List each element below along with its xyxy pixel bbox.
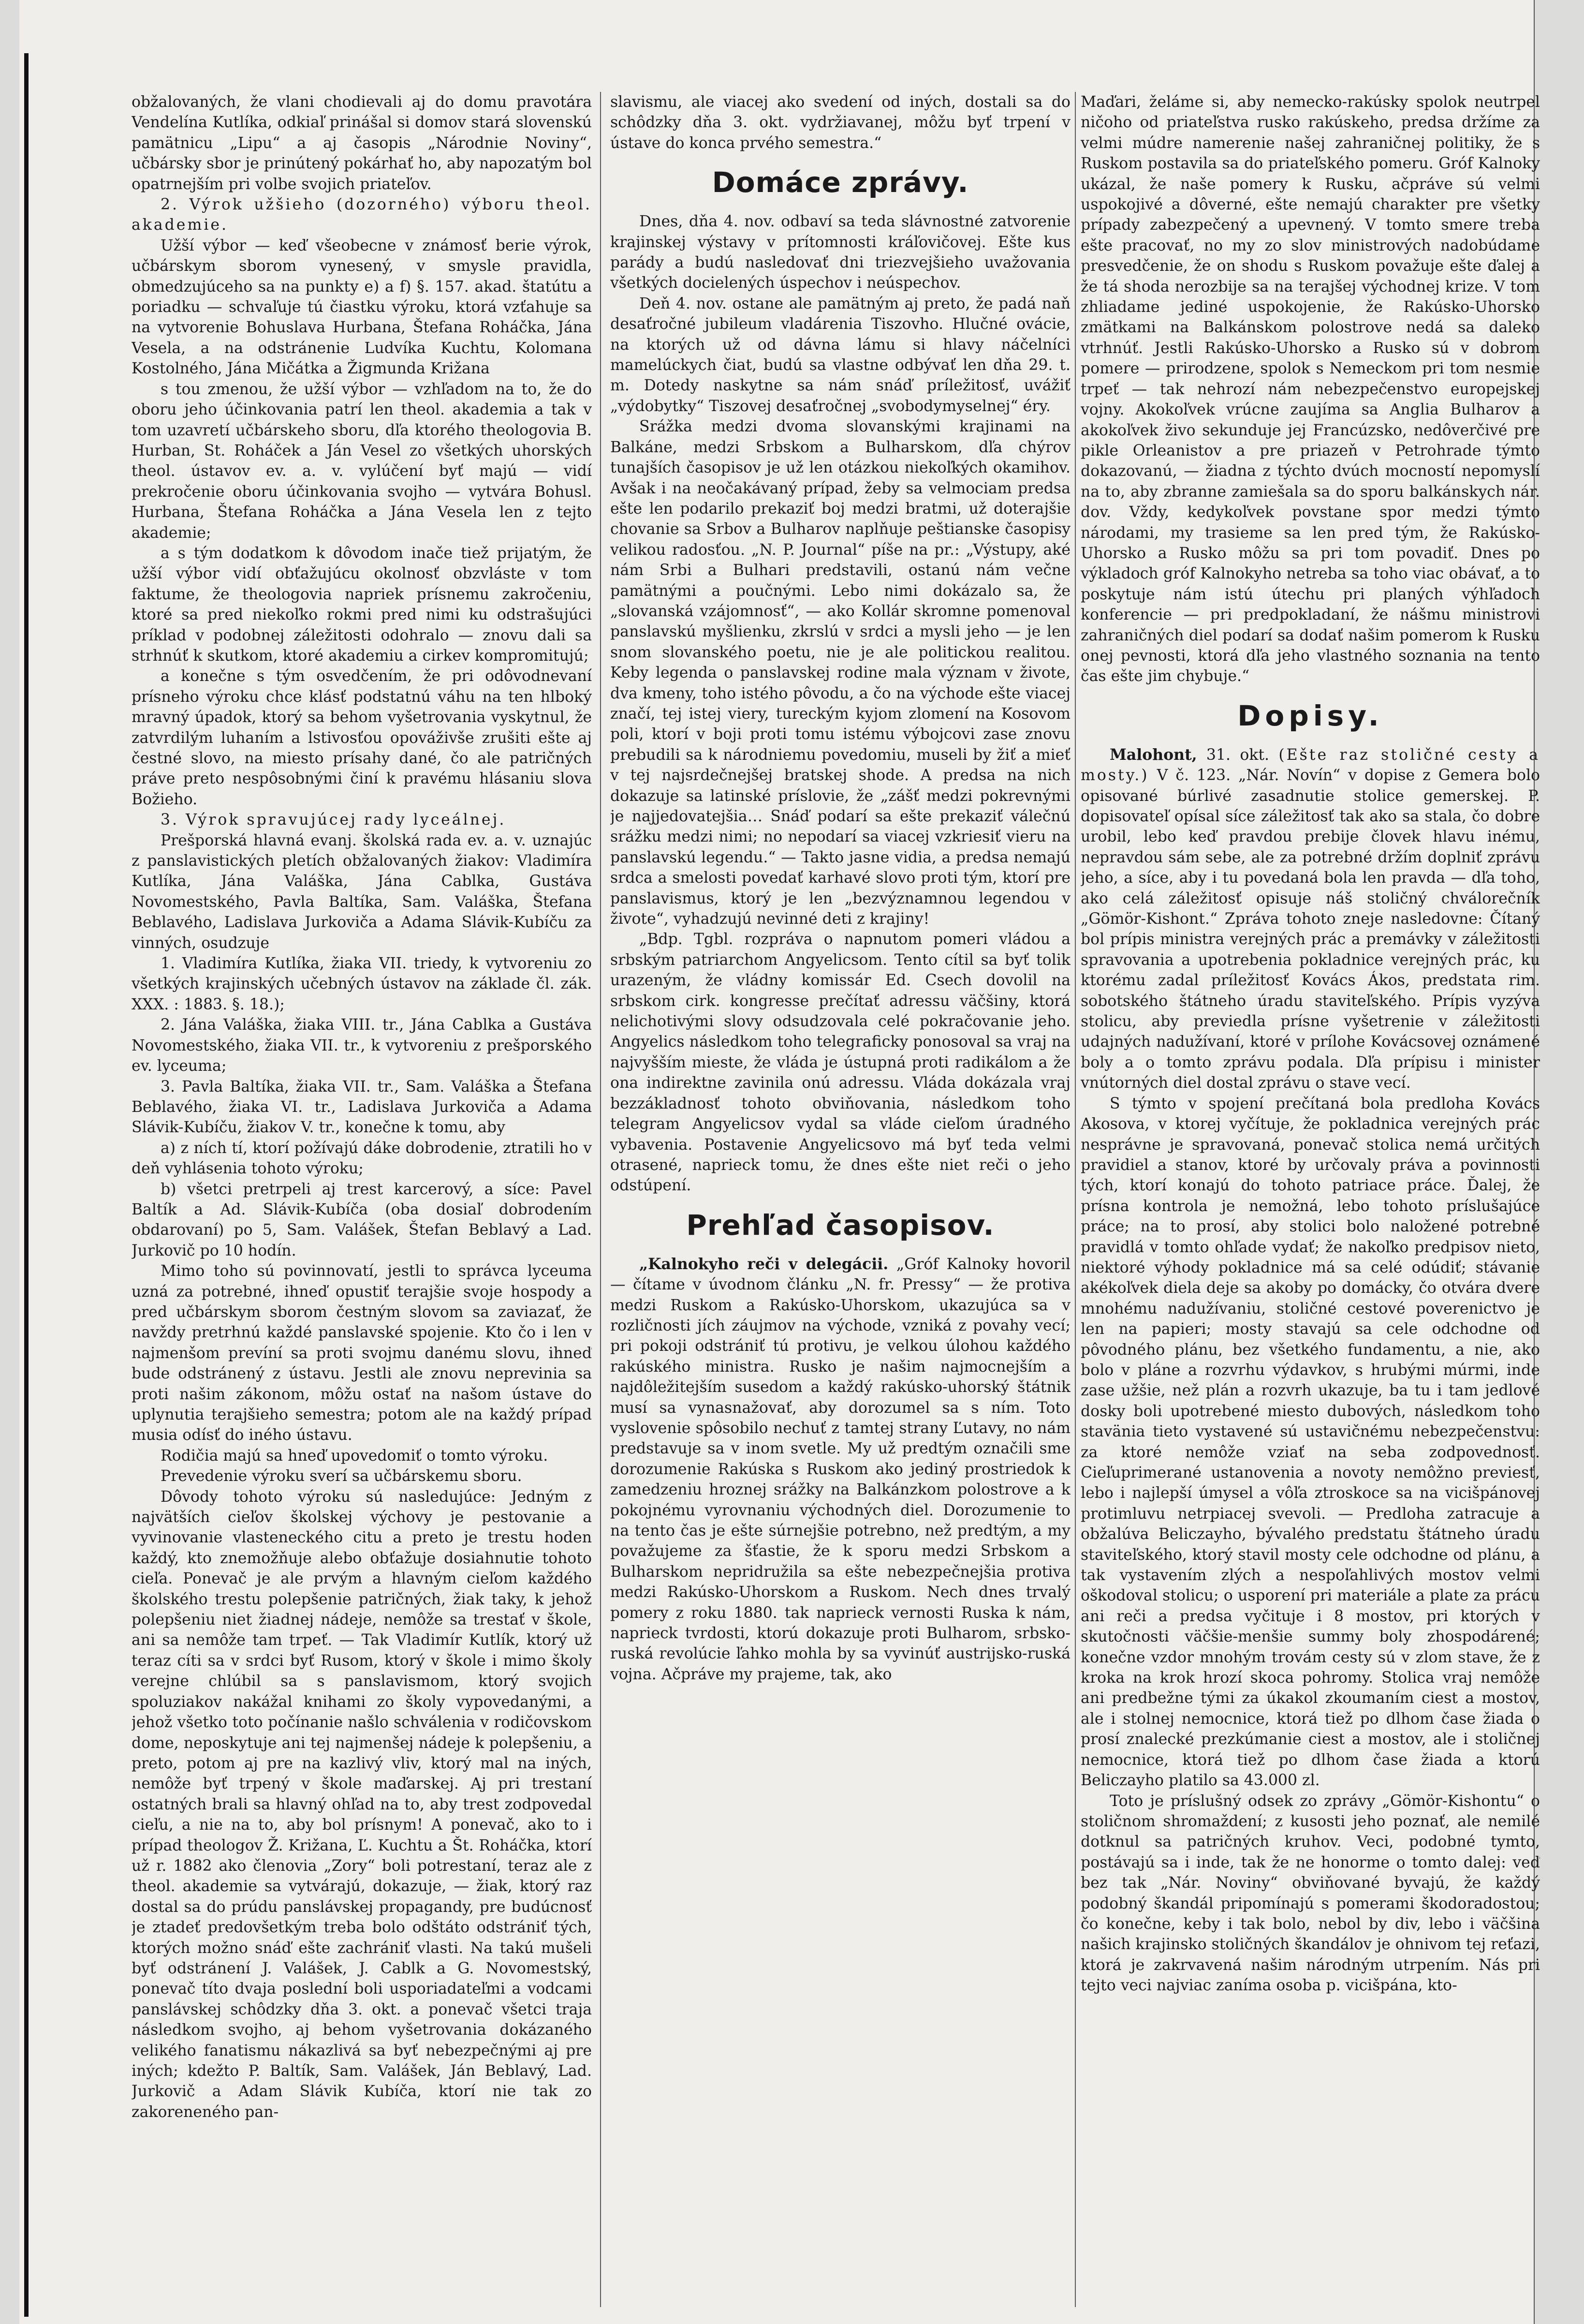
paragraph: Dôvody tohoto výroku sú nasledujúce: Jedným z najvätších cieľov školskej výchovy je pestovanie a vyvinovanie vlasteneckého citu a preto je trestu hoden každý, kto znemožňuje alebo obťažuje dosiahnutie tohoto cieľa. Ponevač je ale prvým a hlavným cieľom každého školského trestu polepšenie patričných, žiak taky, k jehož polepšeniu niet žiadnej nádeje, nemôže sa trestať v škole, ani sa nemôže tam trpeť. — Tak Vladimír Kutlík, ktorý už teraz cíti sa v srdci byť Rusom, ktorý v škole i mimo školy verejne chlúbil sa s panslavismom, ktorý svojich spoluziakov nakážal knihami zo školy vypovedanými, a jehož všetko toto počínanie našlo schválenia v rodičovskom dome, neposkytuje ani tej najmenšej nádeje k polepšeniu, a preto, potom aj pre na kazlivý vliv, ktorý mal na iných, nemôže byť trpený v škole maďarskej. Aj pri trestaní ostatných brali sa hlavný ohľad na to, aby trest zodpovedal cieľu, a nie na to, aby bol prísnym! A ponevač, ako to i prípad theologov Ž. Križana, Ľ. Kuchtu a Št. Roháčka, ktorí už r. 1882 ako členovia „Zory“ boli potrestaní, teraz ale z theol. akademie sa vytvárajú, dokazuje, — žiak, ktorý raz dostal sa do prúdu panslávskej propagandy, pre budúcnosť je ztadeť predovšetkým treba bolo odštáto odstrániť tých, ktorých možno snáď ešte zachrániť vlasti. Na takú mušeli byť odstránení J. Valášek, J. Cablk a G. Novomestský, ponevač títo dvaja poslední boli usporiadateľmi a vodcami panslávskej schôdzky dňa 3. okt. a ponevač všetci traja následkom svojho, aj behom vyšetrovania dokázaného velikého fanatismu nákazlivá sa byť nebezpečnými aj pre iných; kdežto P. Baltík, Sam. Valášek, Ján Beblavý, Lad. Jurkovič a Adam Slávik Kubíča, ktorí nie tak zo zakoreneného pan- [132, 1488, 592, 2121]
paragraph: Toto je príslušný odsek zo zprávy „Gömör-Kishontu“ o stoličnom shromaždení; z kusosti jeho poznať, ale nemilé dotknul sa patričných kruhov. Veci, podobné tymto, postávajú sa i inde, tak že ne honorme o tomto dalej: veď bez tak „Nár. Noviny“ obviňované byvajú, že každý podobný škandál pripomínajú s pomerami škodoradostou; čo konečne, keby i tak bolo, nebol by div, lebo i väčšina našich krajinsko stoličných škandálov je ohnivom tej reťazi, ktorá je zakrvavená našim národným utrpením. Nás pri tejto veci najviac zaníma osoba p. vicišpána, kto- [1081, 1792, 1540, 1995]
paragraph: S týmto v spojení prečítaná bola predloha Kovács Akosova, v ktorej vyčítuje, že pokladnica verejných prác nesprávne je spravovaná, ponevač stolica nemá určitých pravidiel a stanov, ktoré by určovaly práva a povinnosti tých, ktorí konajú do tohoto patriace práce. Ďalej, že prísna kontrola je nemožná, lebo tohoto príslušajúce práce; na to prosí, aby stolici bolo naložené potrebné pravidlá v tomto ohľade vydať; že nakoľko predpisov nieto, niektoré výhody pokladnice má sa celé odúdiť; stávanie akékoľvek diela deje sa akoby po domácky, čo otvára dvere mnohému nadužívaniu, stoličné cestové poverenictvo je len na papieri; mosty stavajú sa cele odchodne od pôvodného plánu, bez všetkého fundamentu, a nie, ako bolo v pláne a rozvrhu výdavkov, s hrubými múrmi, inde zase užšie, než plán a rozvrh ukazuje, ba tu i tam jedlové dosky boli upotrebené miesto dubových, následkom toho stavänia tieto vystavené sú ustavičnému nebezpečenstvu: za ktoré nemôže vziať na seba zodpovednosť. Cieľuprimerané ustanovenia a novoty nemôžno previesť, lebo i najlepší úmysel a vôľa ztroskoce sa na vicišpánovej protimluvu netrpiacej svevoli. — Predloha zatracuje a obžalúva Beliczayho, bývalého predstatu štátneho úradu staviteľského, ktorý stavil mosty cele odchodne od plánu, a tak vystavením zlých a nespoľahlivých mostov velmi oškodoval stolicu; o usporení pri materiále a plate za prácu ani reči a predsa vyčituje i 8 mostov, pri ktorých v skutočnosti väčšie-menšie summy boly zhospodárené; konečne vzdor mnohým trovám cesty sú v zlom stave, že z kroka na krok hrozí skoca pohromy. Stolica vraj nemôže ani predbežne tými za úkakol zkoumaním ciest a mostov, ale i stolnej nemocnice, ktorá tiež po dlhom čase žiada o prosí znalecké prezkúmanie ciest a mostov, ale i stoličnej nemocnice, ktorá tiež po dlhom čase žiada a ktorú Beliczayho platilo sa 43.000 zl. [1081, 1095, 1540, 1790]
paragraph [1081, 745, 1540, 1094]
paragraph: Užší výbor — keď všeobecne v známosť berie výrok, učbárskym sborom vynesený, v smysle pravidla, obmedzujúceho sa na punkty e) a f) §. 157. akad. štatútu a poriadku — schvaľuje tú čiastku výroku, ktorá vzťahuje sa na vytvorenie Bohuslava Hurbana, Štefana Roháčka, Jána Vesela, a na odstránenie Ludvíka Kuchtu, Kolomana Kostolného, Jána Mičátka a Žigmunda Križana [132, 237, 592, 378]
paragraph: a s tým dodatkom k dôvodom inače tiež prijatým, že užší výbor vidí obťažujúcu okolnosť obzvláste v tom faktume, že theologovia napriek prísnemu zakročeniu, ktoré sa pred niekoľko rokmi pred nimi ku odstrašujúci príklad v podobnej záležitosti odohralo — znovu dali sa strhnúť k skutkom, ktoré akademiu a cirkev kompromitujú; [132, 544, 592, 665]
dateline-place: Malohont, [1110, 745, 1197, 764]
paragraph: Mimo toho sú povinnovatí, jestli to správca lyceuma uzná za potrebné, ihneď opustiť terajšie svoje hospody a pred učbárskym sborom čestným slovom sa zaviazať, že navždy pretrhnú každé panslavské spojenie. Kto čo i len v najmenšom prevíní sa proti svojmu danému slovu, ihneď bude odstránený z ústavu. Jestli ale znovu neprevinia sa proti našim zákonom, môžu ostať na našom ústave do uplynutia terajšieho semestra; potom ale na každý prípad musia odísť do iného ústavu. [132, 1262, 592, 1444]
letter-heading: (Ešte raz stoličné cesty a mosty.) [1081, 746, 1540, 785]
section-title-domace-zpravy: Domáce zprávy. [712, 166, 969, 199]
newspaper-page [19, 0, 1559, 2324]
paragraph: Rodičia majú sa hneď upovedomiť o tomto výroku. [161, 1447, 548, 1465]
paragraph-text: V č. 123. „Nár. Novín“ v dopise z Gemera bolo opisované búrlivé zasadnutie stolice gemerskej. P. dopisovateľ opísal síce záležitosť tak ako sa stala, čo dobre urobil, lebo keď pravdou prebije človek hlavu inému, nepravdou sám sebe, ale za potrebné držím doplniť zprávu jeho, a síce, aby i tu povedaná bola len pravda — dľa toho, ako celá záležitosť opisuje náš stoličný chválorečník „Gömör-Kishont.“ Zpráva tohoto zneje nasledovne: Čítaný bol prípis ministra verejných prác a premávky v záležitosti spravovania a upotrebenia pokladnice verejných prác, ku ktorému zadal príležitosť Kovács Ákos, predstata rim. sobotského štátneho úradu staviteľského. Prípis vyzýva stolicu, aby previedla prísne vyšetrenie v záležitosti udajných nadužívaní, ktoré v prílohe Kovácsovej oznámené boly a o tomto zprávu podala. Dľa prípisu i minister vnútorných diel dostal zprávu o stave vecí. [1081, 767, 1540, 1092]
left-margin-rule [24, 53, 29, 2317]
column-middle [610, 92, 1071, 2312]
paragraph: Deň 4. nov. ostane ale pamätným aj preto, že padá naň desaťročné jubileum vladárenia Tiszovho. Hlučné ovácie, na ktorých už od dávna lámu si hlavy náčelníci mamelúckych čiat, budú sa vlastne odbývať len dňa 29. t. m. Dotedy naskytne sa nám snáď príležitosť, uvážiť „výdobytky“ Tiszovej desaťročnej „svobodymyselnej“ éry. [610, 295, 1071, 415]
section-title-prehlad-casopisov: Prehľad časopisov. [686, 1208, 995, 1242]
paragraph: b) všetci pretrpeli aj trest karcerový, a síce: Pavel Baltík a Ad. Slávik-Kubíča (oba dosiaľ dobrodením obdarovaní) po 5, Sam. Valášek, Štefan Beblavý a Lad. Jurkovič po 10 hodín. [132, 1180, 592, 1259]
paragraph [610, 1254, 1071, 1685]
paragraph: „Bdp. Tgbl. rozpráva o napnutom pomeri vládou a srbským patriarchom Angyelicsom. Tento cítil sa byť tolik urazeným, že vládny komissár Ed. Csech dovolil na srbskom cirk. kongresse prečítať adressu väčšiny, ktorá nelichotivými slovy odsudzovala celé pokračovanie jeho. Angyelics následkom toho telegraficky ponosoval sa vraj na najvyšším mieste, že vláda je ústupná proti radikálom a že ona indirektne zavinila onú adressu. Vláda dokázala vraj bezzákladnosť tohoto obviňovania, následkom toho telegram Angyelicsov vydal sa vláde cieľom úradného vybavenia. Postavenie Angyelicsovo má byť teda velmi otrasené, naprieck tomu, že dnes ešte niet reči o jeho odstúpení. [610, 931, 1071, 1195]
paragraph: Prešporská hlavná evanj. školská rada ev. a. v. uznajúc z panslavistických pletích obžalovaných žiakov: Vladimíra Kutlíka, Jána Valáška, Jána Cablka, Gustáva Novomestského, Pavla Baltíka, Sam. Valáška, Štefana Beblavého, Ladislava Jurkoviča a Adama Slávik-Kubíču za vinných, osudzuje [132, 831, 592, 952]
paragraph-text: „Gróf Kalnoky hovoril — čítame v úvodnom článku „N. fr. Pressy“ — že protiva medzi Ruskom a Rakúsko-Uhorskom, ukazujúca sa v rozličnosti jích záujmov na východe, vzniká z povahy vecí; pri pokoji odstrániť tú protivu, je velkou úlohou každého rakúského ministra. Rusko je našim najmocnejším a najdôležitejším susedom a každý rakúsko-uhorský štátnik musí sa vynasnažovať, aby dorozumel sa s ním. Toto vyslovenie spôsobilo nechuť z tamtej strany Ľutavy, no nám predstavuje sa v inom svetle. My už predtým označili sme dorozumenie Rakúska s Ruskom ako jediný prostriedok k zamedzeniu hroznej srážky na Balkánzkom polostrove a k pokojnému vyrovnaniu východných diel. Dorozumenie to na tento čas je ešte súrnejšie potrebno, než predtým, a my považujeme za šťastie, že k sporu medzi Srbskom a Bulharskom nepridružila sa ešte nebezpečnejšia protiva medzi Rakúsko-Uhorskom a Ruskom. Nech dnes trvalý pomery z roku 1880. tak naprieck vernosti Ruska k nám, naprieck tvrdosti, ktorú dokazuje proti Bulharom, srbsko-ruská revolúcie ľahko mohla by sa vyvinúť austrijsko-ruská vojna. Ačpráve my prajeme, tak, ako [610, 1255, 1071, 1683]
column-left [132, 92, 592, 2312]
section-heading: 3. Výrok spravujúcej rady lyceálnej. [161, 811, 506, 829]
paragraph: Maďari, želáme si, aby nemecko-rakúsky spolok neutrpel ničoho od priateľstva rusko rakúskeho, predsa držíme za velmi múdre namerenie našej zahraničnej politiky, že s Ruskom postavila sa do priateľského pomeru. Gróf Kalnoky ukázal, že naše pomery k Rusku, ačpráve sú velmi uspokojivé a dôverné, ešte nemajú charakter pre všetky prípady zabezpečený a upevnený. V tomto smere treba ešte pracovať, no my zo slov ministrových nadobúdame presvedčenie, že on shodu s Ruskom považuje ešte ďalej a že tá shoda nerozbije sa na terajšej východnej krize. V tom zhliadame jediné uspokojenie, že Rakúsko-Uhorsko zmätkami na Balkánskom polostrove nedá sa daleko vtrhnúť. Jestli Rakúsko-Uhorsko a Rusko sú v dobrom pomere — prirodzene, spolok s Nemeckom pri tom nesmie trpeť — tak nehrozí nám nebezpečenstvo europejskej vojny. Akokoľvek vrúcne zaujíma sa Anglia Bulharov a akokoľvek živo sekunduje jej Francúzsko, nedôverčivé pre pikle Orleanistov a pre priazeň v Petrohrade týmto dokazovanú, — žiadna z týchto dvúch mocností nepomyslí na to, aby zbranne zamiešala sa do sporu balkánskych nár. dov. Vždy, kedykoľvek povstane spor medzi týmto národami, my trasieme sa len pred tým, že Rakúsko-Uhorsko a Rusko môžu sa pri tom povadiť. Dnes po výkladoch gróf Kalnokyho netreba sa toho viac obávať, a to poskytuje nám istú útechu pri planých výhľadoch konferencie — pri predpokladaní, že nášmu ministrovi zahraničných diel podarí sa dodať našim pomerom k Rusku onej pevnosti, ktorá dľa jeho vlastného soznania na tento čas ešte jim chybuje.“ [1081, 93, 1540, 685]
paragraph: 2. Jána Valáška, žiaka VIII. tr., Jána Cablka a Gustáva Novomestského, žiaka VII. tr., k vytvoreniu z prešporského ev. lyceuma; [132, 1016, 592, 1075]
paragraph: 1. Vladimíra Kutlíka, žiaka VII. triedy, k vytvoreniu zo všetkých krajinských učebných ústavov na základe čl. zák. XXX. : 1883. §. 18.); [132, 955, 592, 1013]
paragraph: s tou zmenou, že užší výbor — vzhľadom na to, že do oboru jeho účinkovania patrí len theol. akademia a tak v tom uzavretí učbárskeho sboru, dľa ktorého theologovia B. Hurban, St. Roháček a Ján Vesel zo všetkých uhorských theol. ústavov ev. a. v. vylúčení byť majú — vidí prekročenie oboru účinkovania svojho — vytvára Bohusl. Hurbana, Štefana Roháčka a Jána Vesela len z tejto akademie; [132, 380, 592, 542]
paragraph: 3. Pavla Baltíka, žiaka VII. tr., Sam. Valáška a Štefana Beblavého, žiaka VI. tr., Ladislava Jurkoviča a Adama Slávik-Kubíču, žiakov V. tr., konečne k tomu, aby [132, 1078, 592, 1137]
dateline-date: 31. okt. [1206, 746, 1270, 764]
paragraph: Dnes, dňa 4. nov. odbaví sa teda slávnostné zatvorenie krajinskej výstavy v prítomnosti kráľovičovej. Ešte kus parády a budú nasledovať dni triezvejšieho uvažovania všetkých docielených úspechov i neúspechov. [610, 213, 1071, 292]
paragraph: a) z ních tí, ktorí požívajú dáke dobrodenie, ztratili ho v deň vyhlásenia tohoto výroku; [132, 1139, 592, 1178]
column-separator [1075, 92, 1076, 2307]
section-heading: 2. Výrok užšieho (dozorného) výboru theol. akademie. [132, 196, 592, 234]
column-separator [600, 92, 601, 2307]
column-right [1081, 92, 1540, 2312]
paragraph: slavismu, ale viacej ako svedení od iných, dostali sa do schôdzky dňa 3. okt. vydržiavanej, môžu byť trpení v ústave do konca prvého semestra.“ [610, 93, 1071, 152]
section-title-dopisy: Dopisy. [1237, 699, 1383, 732]
paragraph: Prevedenie výroku sverí sa učbárskemu sboru. [161, 1467, 522, 1485]
paragraph: Srážka medzi dvoma slovanskými krajinami na Balkáne, medzi Srbskom a Bulharskom, dľa chýrov tunajších časopisov je už len otázkou niekoľkých okamihov. Avšak i na neočakávaný prípad, žeby sa velmociam predsa ešte len podarilo prekaziť boj medzi bratmi, už doterajšie chovanie sa Srbov a Bulharov naplňuje peštianske časopisy velikou radosťou. „N. P. Journal“ píše na pr.: „Výstupy, aké nám Srbi a Bulhari predstavili, ostanú nám večne pamätnými a poučnými. Lebo nimi dokázalo sa, že „slovanská vzájomnosť“, — ako Kollár skromne pomenoval panslavskú myšlienku, zkrslú v srdci a mysli jeho — je len snom slovanského poetu, nie je ale politickou realitou. Keby legenda o panslavskej rodine mala význam v živote, dva kmeny, toho istého pôvodu, a čo na východe ešte viacej značí, tej istej viery, tureckým kyjom zlomení na Kosovom poli, ktorí v boji proti tomu istému výbojcovi zase znovu prebudili sa k národniemu povedomiu, museli by žiť a mieť v tej najsrdečnejšej bratskej shode. A predsa na nich dokazuje sa latinské príslovie, že „zášť medzi pokrevnými je najjedovatejšia… Snáď podarí sa ešte prekaziť válečnú srážku medzi nimi; no nepodarí sa viacej vzkriesiť vieru na panslavskú legendu.“ — Takto jasne vidia, a predsa nemajú srdca a smelosti povedať karhavé slovo proti tým, ktorí pre panslavismus, ktorý je len „bezvýznamnou legendou v živote“, vyhadzujú nevinné deti z krajiny! [610, 418, 1071, 928]
paragraph: a konečne s tým osvedčením, že pri odôvodnevaní prísneho výroku chce klásť podstatnú váhu na ten hlboký mravný úpadok, ktorý sa behom vyšetrovania vyskytnul, že zatvrdilým luhaním a lstivosťou opováživše zrušiti ešte aj čestné slovo, na miesto prísahy dané, čo ale patričných práve preto nespôsobnými činí k pravému hlásaniu slova Božieho. [132, 667, 592, 808]
article-lead: „Kalnokyho reči v delegácii. [639, 1255, 889, 1273]
paragraph: obžalovaných, že vlani chodievali aj do domu pravotára Vendelína Kutlíka, odkiaľ prinášal si domov stará slovenskú pamätnicu „Lipu“ a aj časopis „Národnie Noviny“, učbársky sbor je prinútený pokárhať ho, aby napozatým bol opatrnejším pri volbe svojich priateľov. [132, 93, 592, 193]
